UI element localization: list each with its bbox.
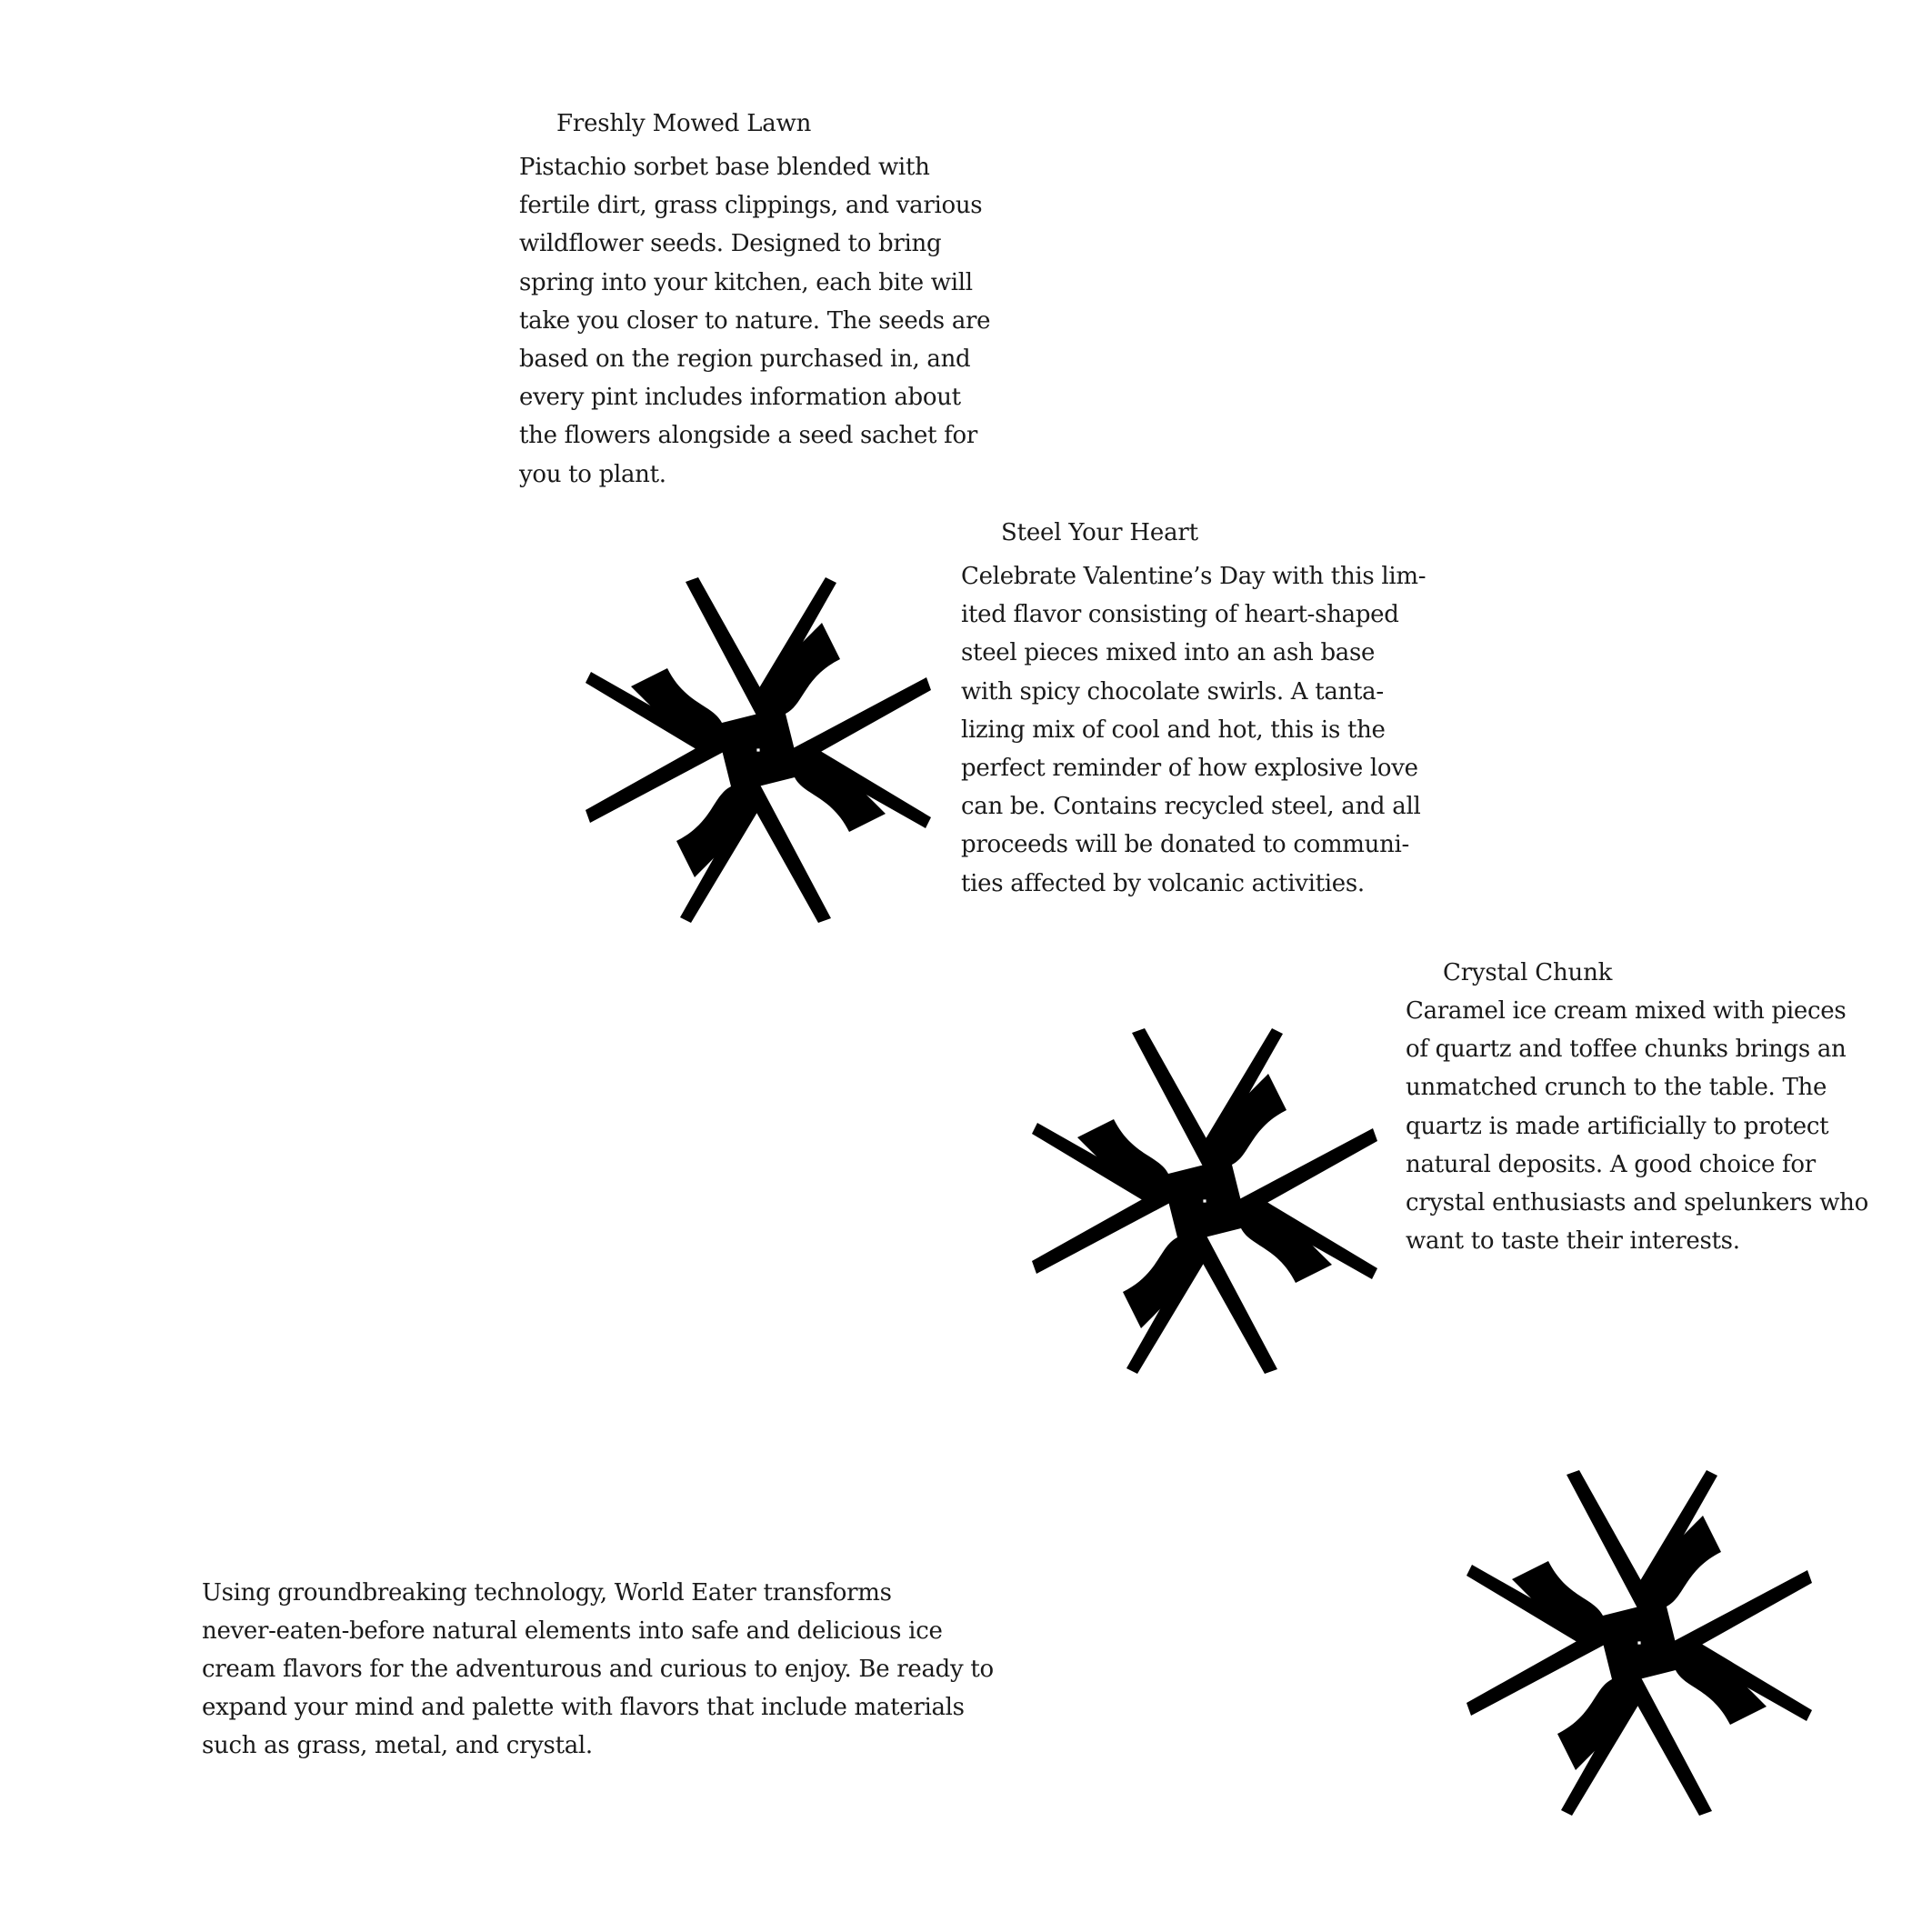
flavor-card-steel-your-heart: [961, 516, 1434, 903]
flavor-title: Steel Your Heart: [1001, 519, 1198, 546]
flavor-description: Pistachio sorbet base blended with fertile dirt, grass clippings, and various wildflower seeds. Designed to bring spring into your kitchen, each bite will take you closer to nature. The seeds are based on the region purchased in, and every pint includes information about the flowers alongside a seed sachet for you to plant.: [519, 154, 991, 488]
flavor-description: Celebrate Valentine’s Day with this lim- ited flavor consisting of heart-shaped steel pieces mixed into an ash base with spicy chocolate swirls. A tanta- lizing mix of cool and hot, this is the perfect reminder of how explosive love can be. Contains recycled steel, and all proceeds will be donated to communi- ties affected by volcanic activities.: [961, 563, 1426, 897]
flavor-description: Caramel ice cream mixed with pieces of quartz and toffee chunks brings an unmatched crunch to the table. The quartz is made artificially to protect natural deposits. A good choice for crystal enthusiasts and spelunkers who want to taste their interests.: [1406, 997, 1868, 1256]
intro-paragraph: Using groundbreaking technology, World Eater transforms never-eaten-before natural elements into safe and delicious ice cream flavors for the adventurous and curious to enjoy. Be ready to expand your mind and palette with flavors that include materials such as grass, metal, and crystal.: [202, 1579, 994, 1759]
flavor-title: Crystal Chunk: [1443, 959, 1613, 986]
star-burst-icon: [576, 568, 940, 932]
flavor-title: Freshly Mowed Lawn: [556, 110, 812, 137]
brand-intro: [202, 1574, 1002, 1765]
star-burst-icon: [1023, 1019, 1386, 1383]
star-burst-icon: [1457, 1461, 1821, 1825]
flavor-card-freshly-mowed-lawn: [519, 106, 992, 494]
flavor-card-crystal-chunk: [1406, 956, 1915, 1260]
